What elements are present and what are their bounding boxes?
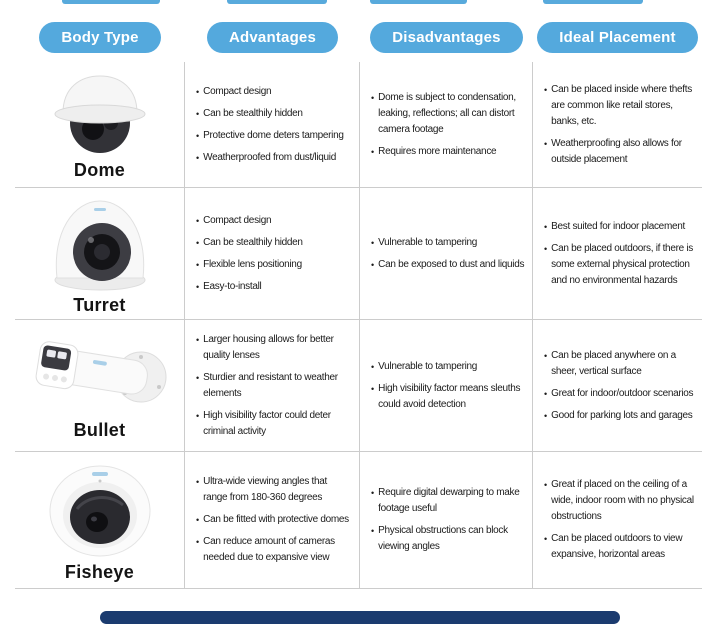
bullet-text: Larger housing allows for better quality lenses [203, 333, 334, 361]
bullet-point [196, 128, 353, 144]
bullet-marker: • [544, 243, 548, 254]
advantages-cell-turret [185, 188, 360, 320]
bullet-text: Flexible lens positioning [203, 258, 302, 270]
bullet-text: Compact design [203, 85, 272, 97]
bullet-text: Can reduce amount of cameras needed due to expansive view [203, 536, 335, 563]
bullet-point [196, 213, 353, 229]
bullet-point [371, 257, 526, 273]
comparison-table [15, 62, 702, 589]
bullet-marker: • [544, 388, 548, 399]
bullet-point [371, 359, 526, 375]
bullet-point [196, 279, 353, 295]
bullet-marker: • [196, 372, 200, 383]
body-type-label: Dome [73, 159, 126, 180]
body-type-cell-fisheye [15, 452, 185, 589]
bullet-marker: • [196, 537, 200, 547]
fisheye-camera-image [45, 459, 155, 559]
bullet-point [544, 386, 696, 402]
disadvantages-cell-fisheye [360, 452, 533, 589]
bullet-point [196, 150, 353, 166]
table-header-row [15, 22, 702, 53]
body-type-cell-turret [15, 188, 185, 320]
bullet-point [371, 90, 526, 138]
bullet-text: Can be stealthily hidden [203, 236, 303, 248]
bullet-point [544, 136, 696, 168]
bullet-point [371, 523, 526, 555]
bullet-marker: • [371, 92, 375, 103]
bullet-point [196, 370, 353, 402]
body-type-label: Fisheye [64, 562, 135, 582]
bullet-marker: • [371, 383, 375, 394]
bullet-text: Protective dome deters tampering [203, 129, 344, 141]
bullet-marker: • [196, 152, 200, 163]
column-header-advantages: Advantages [207, 22, 338, 53]
cropped-graphic-strip [370, 0, 467, 4]
bullet-text: Requires more maintenance [378, 145, 497, 157]
bullet-text: Vulnerable to tampering [378, 360, 478, 372]
bullet-text: Can be stealthily hidden [203, 107, 303, 119]
cropped-graphic-strip [227, 0, 327, 4]
bullet-point [196, 474, 353, 506]
bullet-text: Require digital dewarping to make footage useful [378, 487, 520, 514]
bullet-marker: • [196, 515, 200, 525]
bullet-text: Physical obstructions can block viewing angles [378, 525, 508, 552]
bullet-text: Sturdier and resistant to weather elements [203, 371, 338, 399]
bullet-marker: • [196, 334, 200, 345]
bullet-point [196, 257, 353, 273]
bullet-marker: • [544, 84, 548, 95]
bullet-text: Can be placed anywhere on a sheer, vertical surface [551, 349, 676, 377]
bullet-point [371, 485, 526, 517]
bullet-marker: • [371, 259, 375, 270]
bullet-text: Can be placed inside where thefts are common like retail stores, banks, etc. [551, 83, 692, 127]
bullet-point [544, 241, 696, 289]
cropped-graphic-strip [543, 0, 643, 4]
column-header-disadvantages: Disadvantages [370, 22, 522, 53]
bullet-text: Great for indoor/outdoor scenarios [551, 387, 694, 399]
bullet-point [544, 408, 696, 424]
bullet-text: Can be exposed to dust and liquids [378, 258, 525, 270]
bullet-point [196, 534, 353, 566]
bullet-point [371, 144, 526, 160]
bullet-text: Can be placed outdoors to view expansive, horizontal areas [551, 533, 683, 560]
column-header-ideal-placement: Ideal Placement [537, 22, 697, 53]
bullet-text: Weatherproofing also allows for outside placement [551, 137, 682, 165]
turret-camera-image [44, 194, 156, 292]
bullet-marker: • [196, 410, 200, 421]
bullet-point [544, 477, 696, 525]
bullet-marker: • [196, 237, 200, 248]
bullet-marker: • [196, 215, 200, 226]
bullet-marker: • [544, 350, 548, 361]
bullet-marker: • [544, 221, 548, 232]
bullet-point [196, 512, 353, 528]
bullet-point [544, 348, 696, 380]
bullet-point [371, 381, 526, 413]
bullet-point [196, 84, 353, 100]
bullet-text: Weatherproofed from dust/liquid [203, 151, 336, 163]
bullet-marker: • [196, 477, 200, 487]
ideal-placement-cell-fisheye [533, 452, 702, 589]
bullet-marker: • [371, 146, 375, 157]
ideal-placement-cell-dome [533, 62, 702, 188]
bullet-text: Good for parking lots and garages [551, 409, 693, 421]
bullet-marker: • [544, 480, 548, 490]
bullet-text: Can be placed outdoors, if there is some external physical protection and no environmental hazards [551, 242, 693, 286]
dome-camera-image [41, 71, 159, 157]
column-header-body-type: Body Type [39, 22, 160, 53]
bullet-point [196, 408, 353, 440]
advantages-cell-bullet [185, 320, 360, 452]
bullet-text: Vulnerable to tampering [378, 236, 478, 248]
bullet-marker: • [196, 108, 200, 119]
bullet-text: Can be fitted with protective domes [203, 514, 349, 525]
bullet-marker: • [544, 138, 548, 149]
cropped-footer-banner [100, 611, 620, 624]
bullet-point [196, 235, 353, 251]
bullet-marker: • [196, 130, 200, 141]
bullet-marker: • [371, 237, 375, 248]
bullet-marker: • [196, 281, 200, 292]
bullet-point [544, 219, 696, 235]
bullet-marker: • [544, 534, 548, 544]
bullet-marker: • [371, 361, 375, 372]
bullet-point [196, 332, 353, 364]
bullet-text: Dome is subject to condensation, leaking, reflections; all can distort camera footage [378, 91, 516, 135]
bullet-text: High visibility factor could deter criminal activity [203, 409, 331, 437]
bullet-text: Easy-to-install [203, 280, 262, 292]
ideal-placement-cell-bullet [533, 320, 702, 452]
bullet-marker: • [544, 410, 548, 421]
bullet-marker: • [196, 86, 200, 97]
bullet-point [371, 235, 526, 251]
body-type-cell-dome [15, 62, 185, 188]
bullet-marker: • [371, 488, 375, 498]
bullet-point [196, 106, 353, 122]
disadvantages-cell-bullet [360, 320, 533, 452]
bullet-text: Compact design [203, 214, 272, 226]
bullet-point [544, 531, 696, 563]
bullet-text: Best suited for indoor placement [551, 220, 685, 232]
bullet-marker: • [196, 259, 200, 270]
bullet-text: Ultra-wide viewing angles that range from 180-360 degrees [203, 476, 327, 503]
body-type-cell-bullet [15, 320, 185, 452]
body-type-label: Bullet [73, 419, 126, 440]
bullet-camera-image [25, 333, 175, 417]
ideal-placement-cell-turret [533, 188, 702, 320]
advantages-cell-fisheye [185, 452, 360, 589]
disadvantages-cell-dome [360, 62, 533, 188]
disadvantages-cell-turret [360, 188, 533, 320]
body-type-label: Turret [73, 294, 126, 315]
bullet-text: Great if placed on the ceiling of a wide, indoor room with no physical obstructions [551, 479, 694, 522]
cropped-graphic-strip [62, 0, 160, 4]
advantages-cell-dome [185, 62, 360, 188]
bullet-text: High visibility factor means sleuths could avoid detection [378, 382, 521, 410]
bullet-point [544, 82, 696, 130]
bullet-marker: • [371, 526, 375, 536]
